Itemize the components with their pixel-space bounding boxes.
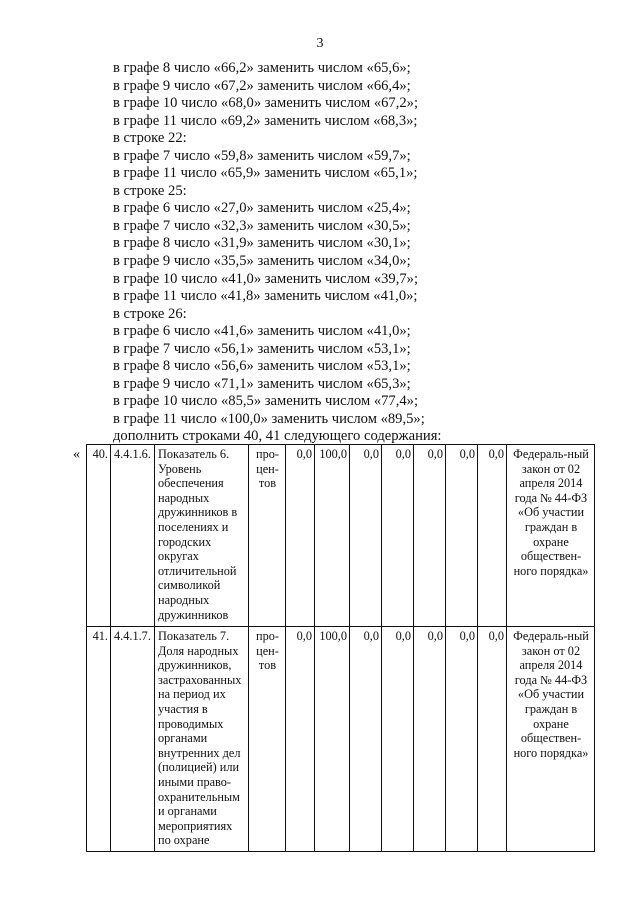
text-line: в графе 9 число «71,1» заменить числом «65,3»; [113, 375, 411, 392]
text-line: в графе 8 число «66,2» заменить числом «65,6»; [113, 60, 411, 76]
row-indicator: Показатель 7. Доля народных дружинников, застрахованных на период их участия в проводимых органами внутренних дел (полицией) или иными право-охранительным и органами мероприятиях по охране [155, 627, 249, 852]
row-value: 0,0 [350, 627, 382, 852]
text-line: в графе 10 число «85,5» заменить числом «77,4»; [113, 393, 419, 410]
row-value: 0,0 [414, 445, 446, 627]
text-line: в графе 9 число «35,5» заменить числом «34,0»; [113, 253, 411, 270]
row-code: 4.4.1.7. [111, 627, 155, 852]
row-unit: про-цен-тов [249, 627, 286, 852]
text-line: в графе 11 число «100,0» заменить числом «89,5»; [113, 410, 425, 427]
row-value: 0,0 [350, 445, 382, 627]
row-value: 0,0 [446, 445, 478, 627]
text-line: в графе 7 число «59,8» заменить числом «59,7»; [113, 147, 411, 164]
row-unit: про-цен-тов [249, 445, 286, 627]
page-number: 3 [316, 36, 324, 51]
text-line: в графе 6 число «27,0» заменить числом «25,4»; [113, 200, 411, 217]
row-code: 4.4.1.6. [111, 445, 155, 627]
row-source: Федераль-ный закон от 02 апреля 2014 года № 44-ФЗ «Об участии граждан в охране обществен-ного порядка» [507, 627, 595, 852]
row-value: 0,0 [478, 445, 507, 627]
row-value: 0,0 [414, 627, 446, 852]
text-line: в строке 25: [113, 182, 187, 199]
text-line: в графе 7 число «56,1» заменить числом «53,1»; [113, 340, 411, 357]
text-line: в графе 9 число «67,2» заменить числом «66,4»; [113, 77, 411, 94]
text-line: в графе 6 число «41,6» заменить числом «41,0»; [113, 323, 411, 340]
row-number: 41. [87, 627, 111, 852]
row-value: 100,0 [315, 627, 350, 852]
row-indicator: Показатель 6. Уровень обеспечения народных дружинников в поселениях и городских округах отличительной символикой народных дружинников [155, 445, 249, 627]
row-value: 0,0 [382, 627, 414, 852]
text-line: в графе 11 число «65,9» заменить числом «65,1»; [113, 165, 418, 182]
text-line: в графе 8 число «31,9» заменить числом «30,1»; [113, 235, 411, 252]
text-line: в графе 8 число «56,6» заменить числом «53,1»; [113, 358, 411, 375]
amendment-table [86, 444, 595, 852]
opening-quote: « [73, 447, 80, 462]
amendment-text [113, 60, 593, 446]
row-value: 0,0 [382, 445, 414, 627]
table-row [87, 445, 595, 627]
table-row [87, 627, 595, 852]
row-value: 0,0 [446, 627, 478, 852]
row-number: 40. [87, 445, 111, 627]
row-value: 0,0 [478, 627, 507, 852]
row-value: 0,0 [286, 627, 315, 852]
text-line: в графе 11 число «41,8» заменить числом «41,0»; [113, 288, 418, 305]
text-line: в строке 22: [113, 130, 187, 147]
text-line: в графе 11 число «69,2» заменить числом «68,3»; [113, 112, 418, 129]
text-line: в графе 7 число «32,3» заменить числом «30,5»; [113, 217, 411, 234]
text-line: в графе 10 число «68,0» заменить числом «67,2»; [113, 95, 419, 112]
text-line: в строке 26: [113, 305, 187, 322]
row-source: Федераль-ный закон от 02 апреля 2014 года № 44-ФЗ «Об участии граждан в охране обществен-ного порядка» [507, 445, 595, 627]
text-line: дополнить строками 40, 41 следующего содержания: [113, 428, 442, 445]
row-value: 100,0 [315, 445, 350, 627]
text-line: в графе 10 число «41,0» заменить числом «39,7»; [113, 270, 419, 287]
row-value: 0,0 [286, 445, 315, 627]
